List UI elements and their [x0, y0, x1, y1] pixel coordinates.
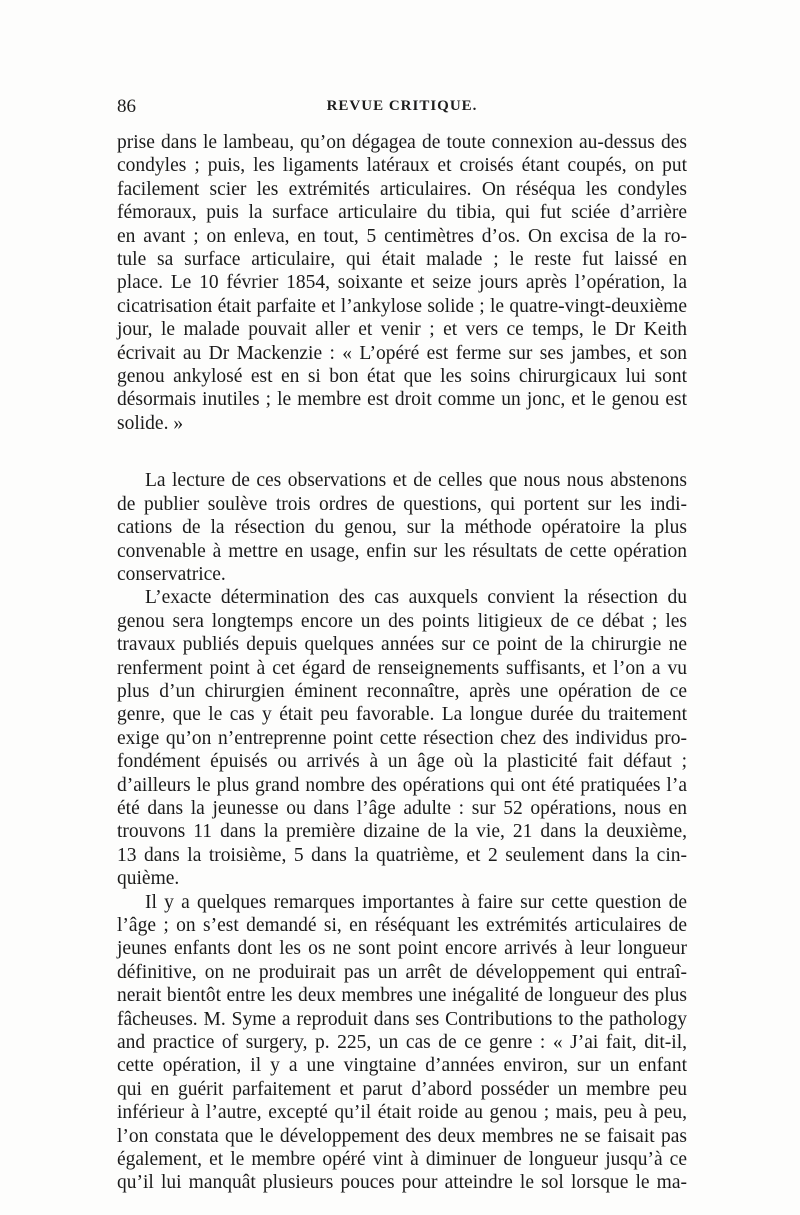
text-line: fémoraux, puis la surface articulaire du tibia, qui fut sciée d’arrière	[117, 202, 687, 224]
text-line: définitive, on ne produirait pas un arrêt de développement qui entraî-	[117, 961, 687, 983]
text-line: également, et le membre opéré vint à diminuer de longueur jusqu’à ce	[117, 1149, 687, 1171]
text-line: La lecture de ces observations et de celles que nous nous abstenons	[145, 470, 687, 492]
page-header	[117, 96, 687, 122]
text-line: genou sera longtemps encore un des points litigieux de ce débat ; les	[117, 610, 687, 632]
text-line: genou ankylosé est en si bon état que les soins chirurgicaux lui sont	[117, 366, 687, 388]
text-line: l’âge ; on s’est demandé si, en réséquant les extrémités articulaires de	[117, 915, 687, 936]
text-line: quième.	[117, 868, 180, 890]
text-line: écrivait au Dr Mackenzie : « L’opéré est ferme sur ses jambes, et son	[117, 342, 687, 364]
text-line: désormais inutiles ; le membre est droit comme un jonc, et le genou est	[117, 389, 687, 411]
paragraph	[117, 891, 687, 1195]
text-line: tule sa surface articulaire, qui était malade ; le reste fut laissé en	[117, 249, 687, 271]
text-line: place. Le 10 février 1854, soixante et seize jours après l’opération, la	[117, 272, 687, 294]
text-line: inférieur à l’autre, excepté qu’il était roide au genou ; mais, peu à peu,	[117, 1102, 687, 1124]
text-line: prise dans le lambeau, qu’on dégagea de toute connexion au-dessus des	[117, 132, 687, 153]
text-line: 13 dans la troisième, 5 dans la quatrième, et 2 seulement dans la cin-	[117, 844, 687, 866]
text-line: solide. »	[117, 412, 184, 434]
paragraph	[117, 469, 687, 586]
text-line: travaux publiés depuis quelques années sur ce point de la chirurgie ne	[117, 634, 687, 656]
text-line: jour, le malade pouvait aller et venir ; et vers ce temps, le Dr Keith	[117, 319, 687, 341]
text-line: convenable à mettre en usage, enfin sur les résultats de cette opération	[117, 540, 687, 562]
paragraph	[117, 131, 687, 435]
text-line: cette opération, il y a une vingtaine d’années environ, sur un enfant	[117, 1055, 687, 1077]
text-line: cations de la résection du genou, sur la méthode opératoire la plus	[117, 517, 687, 539]
text-line: en avant ; on enleva, en tout, 5 centimètres d’os. On excisa de la ro-	[117, 225, 687, 247]
page-number: 86	[117, 96, 136, 117]
text-line: and practice of surgery, p. 225, un cas de ce genre : « J’ai fait, dit-il,	[117, 1032, 687, 1054]
text-line: cicatrisation était parfaite et l’ankylose solide ; le quatre-vingt-deuxième	[117, 295, 687, 317]
text-line: qu’il lui manquât plusieurs pouces pour atteindre le sol lorsque le ma-	[117, 1172, 687, 1194]
text-line: Il y a quelques remarques importantes à faire sur cette question de	[145, 891, 687, 913]
text-line: conservatrice.	[117, 563, 226, 585]
text-line: renferment point à cet égard de renseignements suffisants, et l’on a vu	[117, 657, 687, 679]
text-line: fondément épuisés ou arrivés à un âge où la plasticité fait défaut ;	[117, 751, 687, 773]
text-line: jeunes enfants dont les os ne sont point encore arrivés à leur longueur	[117, 938, 687, 960]
text-line: L’exacte détermination des cas auxquels convient la résection du	[145, 587, 687, 609]
text-line: été dans la jeunesse ou dans l’âge adulte : sur 52 opérations, nous en	[117, 797, 687, 819]
text-line: fâcheuses. M. Syme a reproduit dans ses Contributions to the pathology	[117, 1008, 687, 1030]
running-title: REVUE CRITIQUE.	[326, 98, 478, 114]
text-line: l’on constata que le développement des deux membres ne se faisait pas	[117, 1125, 687, 1147]
text-line: qui en guérit parfaitement et parut d’abord posséder un membre peu	[117, 1078, 687, 1100]
body-text	[117, 131, 687, 1195]
text-line: facilement scier les extrémités articulaires. On réséqua les condyles	[117, 178, 687, 200]
paragraph	[117, 586, 687, 890]
text-line: genre, que le cas y était peu favorable. La longue durée du traitement	[117, 704, 687, 726]
text-line: nerait bientôt entre les deux membres une inégalité de longueur des plus	[117, 985, 687, 1007]
text-line: d’ailleurs le plus grand nombre des opérations qui ont été pratiquées l’a	[117, 774, 687, 796]
text-line: exige qu’on n’entreprenne point cette résection chez des individus pro-	[117, 727, 687, 749]
text-line: trouvons 11 dans la première dizaine de la vie, 21 dans la deuxième,	[117, 821, 687, 843]
text-line: condyles ; puis, les ligaments latéraux et croisés étant coupés, on put	[117, 155, 687, 177]
text-line: de publier soulève trois ordres de questions, qui portent sur les indi-	[117, 493, 687, 515]
text-line: plus d’un chirurgien éminent reconnaître, après une opération de ce	[117, 680, 687, 702]
